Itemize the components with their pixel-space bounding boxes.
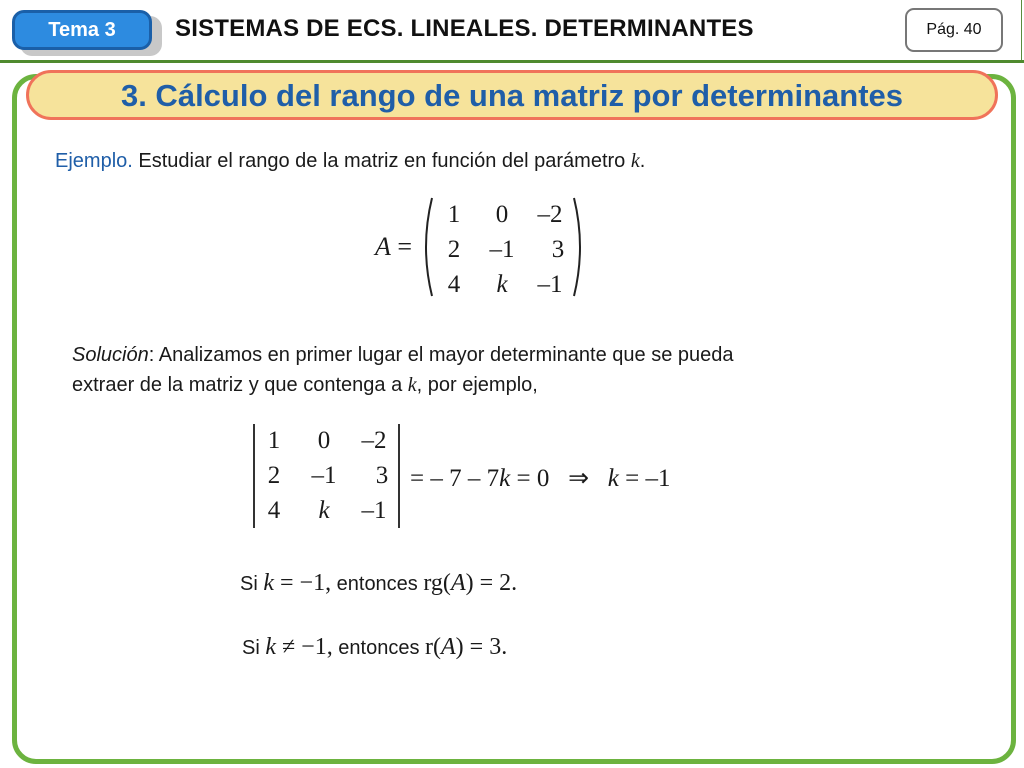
matrix-a-cell: 1 [447,201,461,228]
solution-paragraph [72,340,972,400]
section-title: 3. Cálculo del rango de una matriz por determinantes [120,78,904,113]
determinant-cell: k [318,497,330,524]
matrix-a-cell: –1 [537,271,563,298]
page-title: SISTEMAS DE ECS. LINEALES. DETERMINANTES [175,15,754,42]
matrix-a-cell: –1 [489,236,515,263]
determinant-cell: 2 [267,462,281,489]
matrix-a-cell: k [496,271,508,298]
matrix-a-label: A = [375,232,413,261]
example-label: Ejemplo. [55,150,133,172]
determinant-cell: 3 [375,462,389,489]
content-frame [12,74,1016,764]
example-text: Estudiar el rango de la matriz en función del parámetro [132,150,631,172]
matrix-a-cell: 2 [447,236,461,263]
example-param: k [630,150,640,172]
matrix-a-cell: 3 [551,236,565,263]
determinant-cell: –1 [361,497,387,524]
page-number-box [905,8,1003,52]
solution-label: Solución [72,344,149,366]
page-number-label: Pág. 40 [926,21,982,38]
tema-badge-label: Tema 3 [48,18,116,41]
determinant-cell: –1 [311,462,337,489]
example-statement [55,150,645,173]
determinant-cell: 1 [267,427,281,454]
implies-symbol: ⇒ [568,465,590,492]
solution-line-2: extraer de la matriz y que contenga a k, por ejemplo, [72,374,538,396]
matrix-a-equals: = [397,232,413,261]
determinant-cell: 0 [317,427,331,454]
section-title-bar [26,70,998,120]
solution-line-1: Solución: Analizamos en primer lugar el mayor determinante que se pueda [72,344,734,366]
determinant-cell: –2 [361,427,387,454]
header-divider [0,60,1024,63]
example-end: . [639,150,646,172]
determinant-cell: 4 [267,497,281,524]
case-2-line: Si k ≠ −1, entonces r(A) = 3. [242,634,508,660]
matrix-a-cell: 4 [447,271,461,298]
matrix-a-cell: 0 [495,201,509,228]
case-1-line: Si k = −1, entonces rg(A) = 2. [240,570,518,596]
tema-badge[interactable] [12,10,152,50]
matrix-a-cell: –2 [537,201,563,228]
determinant-equation: = – 7 – 7k = 0 ⇒ k = –1 [410,465,671,492]
